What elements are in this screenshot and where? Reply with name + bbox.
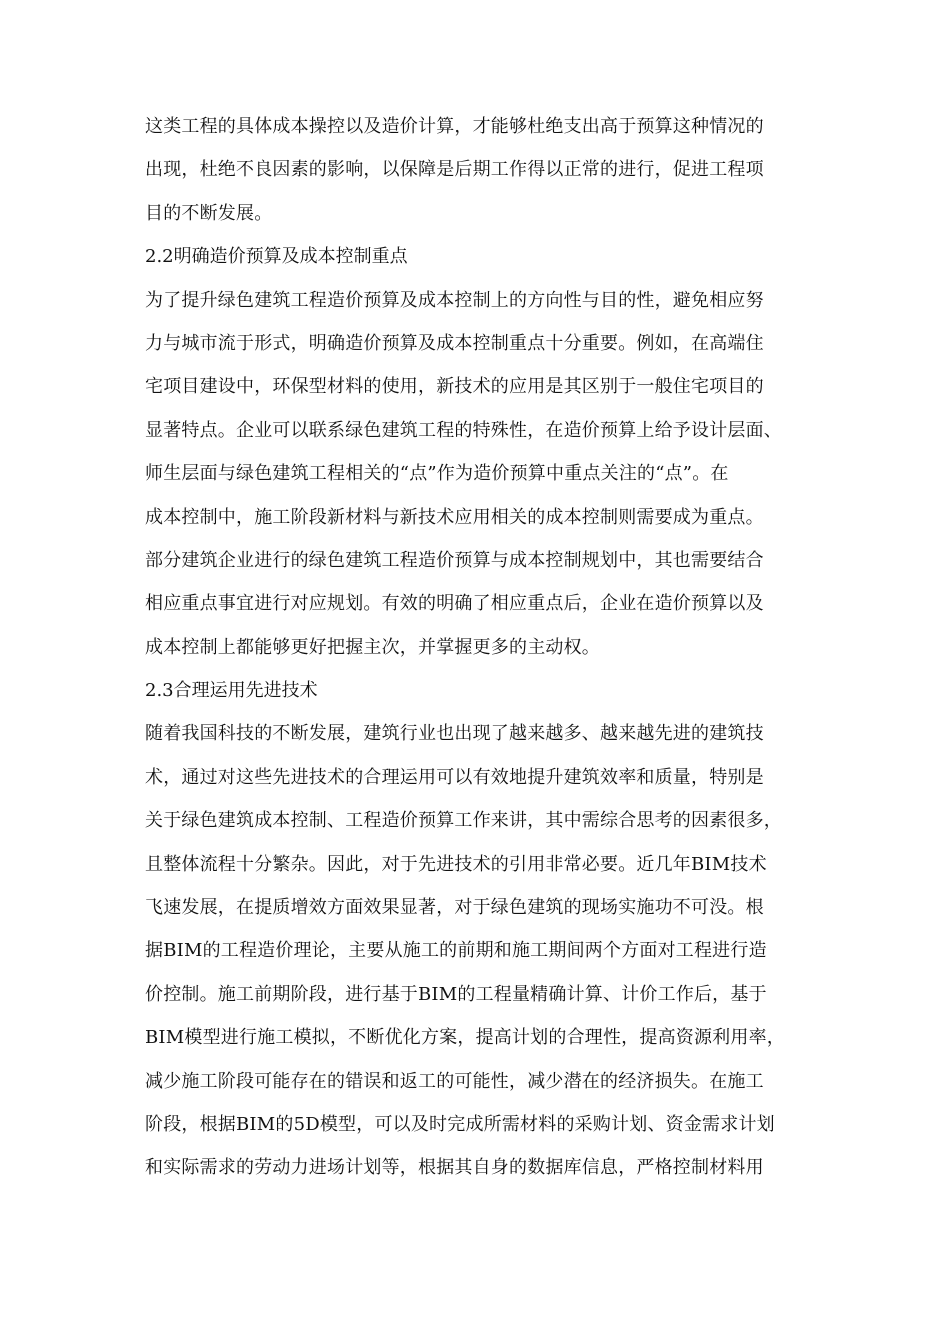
text-line: 这类工程的具体成本操控以及造价计算，才能够杜绝支出高于预算这种情况的 (145, 116, 764, 137)
text-line: 成本控制上都能够更好把握主次，并掌握更多的主动权。 (145, 636, 600, 658)
text-line: 成本控制中，施工阶段新材料与新技术应用相关的成本控制则需要成为重点。 (145, 506, 764, 528)
section-heading: 2.2明确造价预算及成本控制重点 (145, 246, 408, 268)
text-line: 相应重点事宜进行对应规划。有效的明确了相应重点后，企业在造价预算以及 (145, 593, 764, 615)
text-line: 术，通过对这些先进技术的合理运用可以有效地提升建筑效率和质量，特别是 (145, 766, 764, 788)
text-line: 随着我国科技的不断发展，建筑行业也出现了越来越多、越来越先进的建筑技 (145, 723, 764, 745)
text-line: BIM模型进行施工模拟，不断优化方案，提高计划的合理性，提高资源利用率， (145, 1027, 785, 1049)
text-line: 和实际需求的劳动力进场计划等，根据其自身的数据库信息，严格控制材料用 (145, 1157, 764, 1179)
text-line: 且整体流程十分繁杂。因此，对于先进技术的引用非常必要。近几年BIM技术 (145, 853, 767, 875)
text-line: 减少施工阶段可能存在的错误和返工的可能性，减少潜在的经济损失。在施工 (145, 1070, 764, 1092)
text-line: 据BIM的工程造价理论，主要从施工的前期和施工期间两个方面对工程进行造 (145, 940, 767, 962)
text-line: 部分建筑企业进行的绿色建筑工程造价预算与成本控制规划中，其也需要结合 (145, 549, 764, 571)
text-line: 宅项目建设中，环保型材料的使用，新技术的应用是其区别于一般住宅项目的 (145, 376, 764, 398)
text-line: 关于绿色建筑成本控制、工程造价预算工作来讲，其中需综合思考的因素很多， (145, 810, 782, 832)
section-heading: 2.3合理运用先进技术 (145, 680, 318, 702)
text-line: 飞速发展，在提质增效方面效果显著，对于绿色建筑的现场实施功不可没。根 (145, 897, 764, 919)
text-line: 为了提升绿色建筑工程造价预算及成本控制上的方向性与目的性，避免相应努 (145, 289, 764, 311)
text-line: 师生层面与绿色建筑工程相关的“点”作为造价预算中重点关注的“点”。在 (145, 463, 729, 485)
text-line: 价控制。施工前期阶段，进行基于BIM的工程量精确计算、计价工作后，基于 (145, 983, 767, 1005)
text-line: 显著特点。企业可以联系绿色建筑工程的特殊性，在造价预算上给予设计层面、 (145, 419, 782, 441)
text-line: 目的不断发展。 (145, 202, 273, 224)
text-line: 出现，杜绝不良因素的影响，以保障是后期工作得以正常的进行，促进工程项 (145, 159, 764, 181)
document-body (145, 112, 805, 1197)
text-line: 力与城市流于形式，明确造价预算及成本控制重点十分重要。例如，在高端住 (145, 332, 764, 354)
text-line: 阶段，根据BIM的5D模型，可以及时完成所需材料的采购计划、资金需求计划 (145, 1113, 775, 1135)
